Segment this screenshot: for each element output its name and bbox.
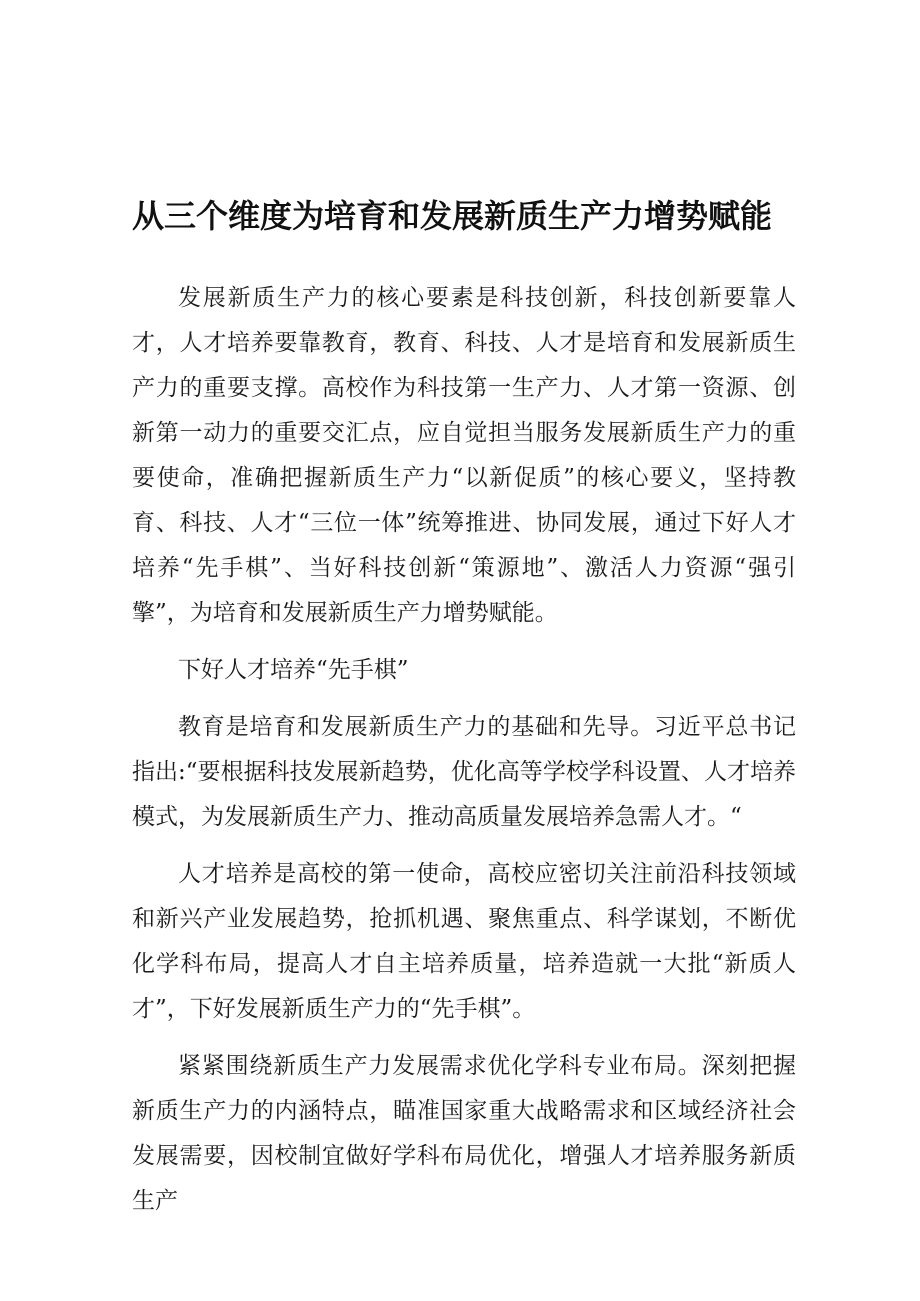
section-heading: 下好人才培养“先手棋” bbox=[178, 657, 409, 683]
article-body bbox=[132, 276, 796, 1236]
article-title: 从三个维度为培育和发展新质生产力增势赋能 bbox=[132, 197, 773, 235]
paragraph-discipline-layout: 紧紧围绕新质生产力发展需求优化学科专业布局。深刻把握新质生产力的内涵特点，瞄准国家重大战略需求和区域经济社会发展需要，因校制宜做好学科布局优化，增强人才培养服务新质生产 bbox=[132, 1053, 796, 1214]
paragraph-talent-cultivation: 人才培养是高校的第一使命，高校应密切关注前沿科技领域和新兴产业发展趋势，抢抓机遇、聚焦重点、科学谋划，不断优化学科布局，提高人才自主培养质量，培养造就一大批“新质人才”，下好发展新质生产力的“先手棋”。 bbox=[132, 861, 796, 1022]
paragraph-intro: 发展新质生产力的核心要素是科技创新，科技创新要靠人才，人才培养要靠教育，教育、科技、人才是培育和发展新质生产力的重要支撑。高校作为科技第一生产力、人才第一资源、创新第一动力的重要交汇点，应自觉担当服务发展新质生产力的重要使命，准确把握新质生产力“以新促质”的核心要义，坚持教育、科技、人才“三位一体”统筹推进、协同发展，通过下好人才培养“先手棋”、当好科技创新“策源地”、激活人力资源“强引擎”，为培育和发展新质生产力增势赋能。 bbox=[132, 285, 796, 626]
paragraph-education: 教育是培育和发展新质生产力的基础和先导。习近平总书记指出:“要根据科技发展新趋势，优化高等学校学科设置、人才培养模式，为发展新质生产力、推动高质量发展培养急需人才。“ bbox=[132, 714, 796, 830]
